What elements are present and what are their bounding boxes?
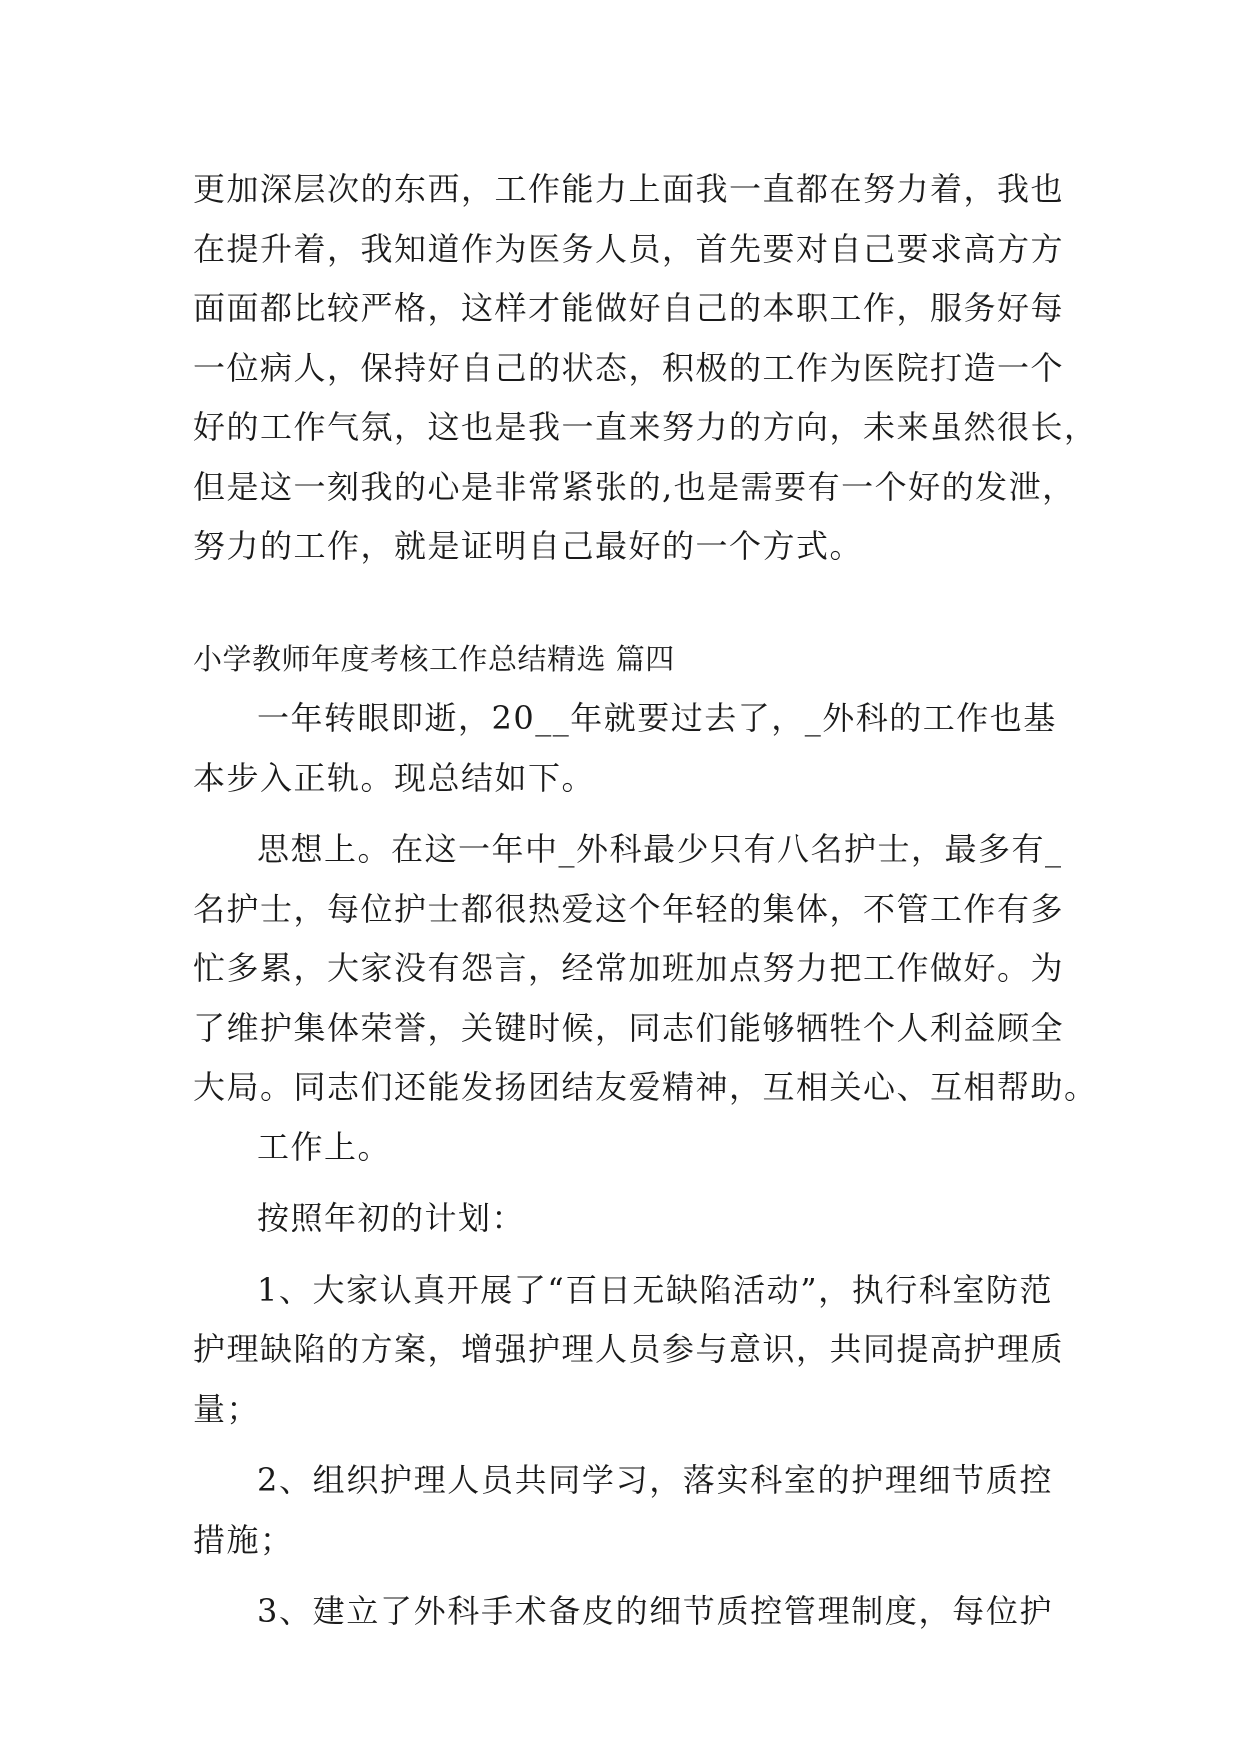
- text-line: 忙多累，大家没有怨言，经常加班加点努力把工作做好。为: [193, 949, 1065, 987]
- paragraph-spacer: [193, 1439, 1053, 1451]
- text-line: 更加深层次的东西，工作能力上面我一直都在努力着，我也: [193, 170, 1065, 208]
- section-spacer: [193, 577, 1053, 630]
- text-line: 护理缺陷的方案，增强护理人员参与意识，共同提高护理质: [193, 1330, 1065, 1368]
- text-line: 一年转眼即逝，20__年就要过去了，_外科的工作也基: [257, 699, 1057, 737]
- paragraph-spacer: [193, 1570, 1053, 1582]
- text-line: 努力的工作，就是证明自己最好的一个方式。: [193, 527, 864, 565]
- text-line: 了维护集体荣誉，关键时候，同志们能够牺牲个人利益顾全: [193, 1008, 1065, 1047]
- text-line: 量；: [193, 1389, 261, 1428]
- text-line: 在提升着，我知道作为医务人员，首先要对自己要求高方方: [193, 229, 1065, 268]
- continuation-paragraph: [193, 160, 1098, 577]
- list-item-3: [193, 1582, 1053, 1642]
- document-body: [193, 160, 1098, 1642]
- text-line: 1、大家认真开展了“百日无缺陷活动”，执行科室防范: [257, 1270, 1053, 1309]
- text-line: 2、组织护理人员共同学习，落实科室的护理细节质控: [257, 1461, 1053, 1499]
- plan-heading: 按照年初的计划：: [257, 1199, 526, 1237]
- text-line: 名护士，每位护士都很热爱这个年轻的集体，不管工作有多: [193, 889, 1065, 928]
- text-line: 但是这一刻我的心是非常紧张的,也是需要有一个好的发泄，: [193, 467, 1076, 506]
- text-line: 措施；: [193, 1520, 294, 1559]
- paragraph-spacer: [193, 808, 1053, 820]
- text-line: 本步入正轨。现总结如下。: [193, 758, 596, 797]
- list-item-2: [193, 1451, 1053, 1570]
- text-line: 面面都比较严格，这样才能做好自己的本职工作，服务好每: [193, 289, 1065, 327]
- text-line: 大局。同志们还能发扬团结友爱精神，互相关心、互相帮助。: [193, 1068, 1098, 1106]
- thought-paragraph: [193, 820, 1098, 1118]
- intro-paragraph: [193, 689, 1057, 808]
- text-line: 3、建立了外科手术备皮的细节质控管理制度，每位护: [257, 1592, 1053, 1630]
- text-line: 一位病人，保持好自己的状态，积极的工作为医院打造一个: [193, 348, 1065, 387]
- text-line: 好的工作气氛，这也是我一直来努力的方向，未来虽然很长，: [193, 408, 1098, 446]
- work-heading: 工作上。: [257, 1127, 392, 1166]
- text-line: 思想上。在这一年中_外科最少只有八名护士，最多有_: [257, 830, 1063, 868]
- paragraph-spacer: [193, 1249, 1053, 1261]
- section-title: 小学教师年度考核工作总结精选 篇四: [193, 641, 675, 676]
- paragraph-spacer: [193, 1177, 1053, 1189]
- list-item-1: [193, 1261, 1065, 1440]
